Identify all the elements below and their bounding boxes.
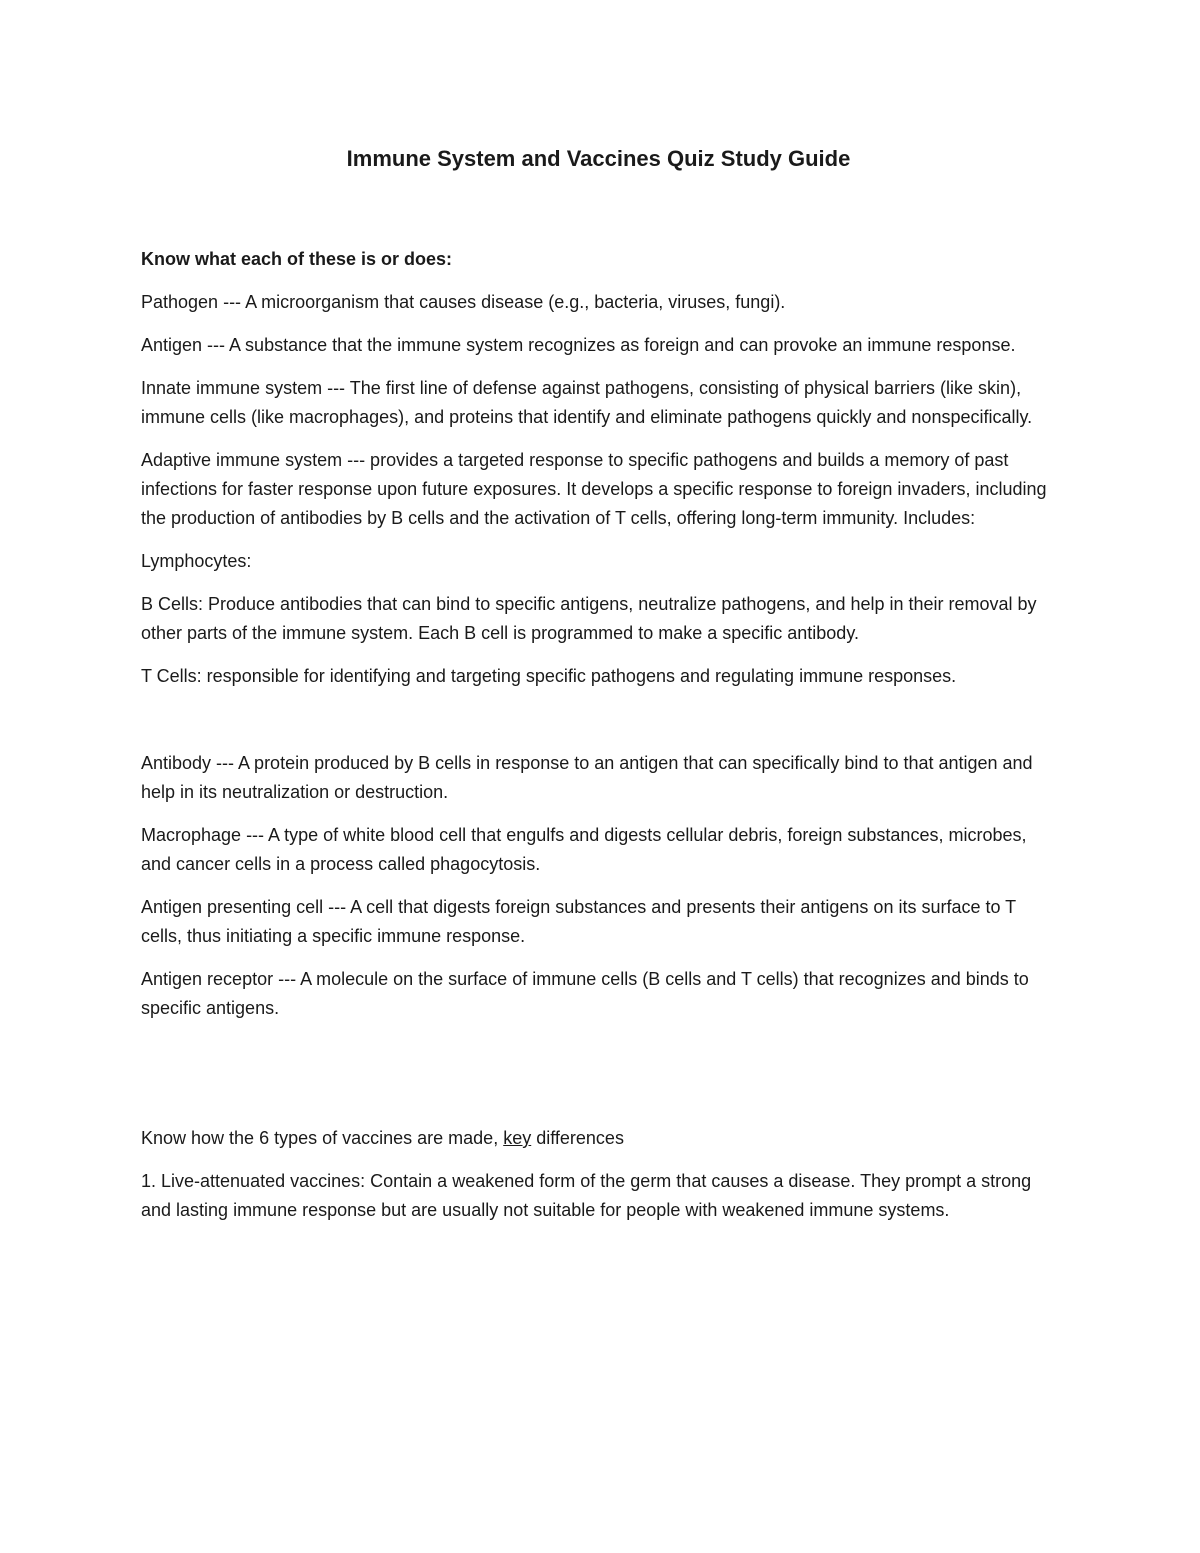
definition-innate-immune-system: Innate immune system --- The first line of defense against pathogens, consisting of physical barriers (like skin), immune cells (like macrophages), and proteins that identify and eliminate pathogens quickly and nonspecifically.	[141, 378, 1033, 427]
section-heading: Know what each of these is or does:	[141, 249, 453, 269]
vaccines-heading-start: Know how the 6 types of vaccines are made,	[141, 1128, 504, 1148]
definition-antigen-presenting-cell: Antigen presenting cell --- A cell that digests foreign substances and presents their antigens on its surface to T cells, thus initiating a specific immune response.	[141, 897, 1016, 946]
definition-antigen-receptor: Antigen receptor --- A molecule on the surface of immune cells (B cells and T cells) that recognizes and binds to specific antigens.	[141, 969, 1029, 1018]
definition-adaptive-immune-system: Adaptive immune system --- provides a targeted response to specific pathogens and builds a memory of past infections for faster response upon future exposures. It develops a specific response to foreign invaders, including the production of antibodies by B cells and the activation of T cells, offering long-term immunity. Includes:	[141, 450, 1047, 528]
definition-pathogen: Pathogen --- A microorganism that causes disease (e.g., bacteria, viruses, fungi).	[141, 292, 786, 312]
blank-space	[141, 705, 1056, 749]
vaccines-heading-end: differences	[531, 1128, 624, 1148]
definition-macrophage: Macrophage --- A type of white blood cell that engulfs and digests cellular debris, foreign substances, microbes, and cancer cells in a process called phagocytosis.	[141, 825, 1027, 874]
vaccines-heading-key: key	[503, 1128, 532, 1148]
definition-t-cells: T Cells: responsible for identifying and targeting specific pathogens and regulating immune responses.	[141, 666, 957, 686]
definition-lymphocytes: Lymphocytes:	[141, 551, 252, 571]
definition-antibody: Antibody --- A protein produced by B cells in response to an antigen that can specifically bind to that antigen and help in its neutralization or destruction.	[141, 753, 1033, 802]
document-content	[141, 143, 1056, 1239]
definition-antigen: Antigen --- A substance that the immune system recognizes as foreign and can provoke an immune response.	[141, 335, 1016, 355]
definition-b-cells: B Cells: Produce antibodies that can bind to specific antigens, neutralize pathogens, and help in their removal by other parts of the immune system. Each B cell is programmed to make a specific antibody.	[141, 594, 1037, 643]
vaccines-heading	[141, 1124, 1056, 1153]
vaccine-type-live-attenuated: 1. Live-attenuated vaccines: Contain a weakened form of the germ that causes a disease. They prompt a strong and lasting immune response but are usually not suitable for people with weakened immune systems.	[141, 1171, 1032, 1220]
document-title: Immune System and Vaccines Quiz Study Guide	[346, 146, 851, 171]
blank-space	[141, 1037, 1056, 1124]
